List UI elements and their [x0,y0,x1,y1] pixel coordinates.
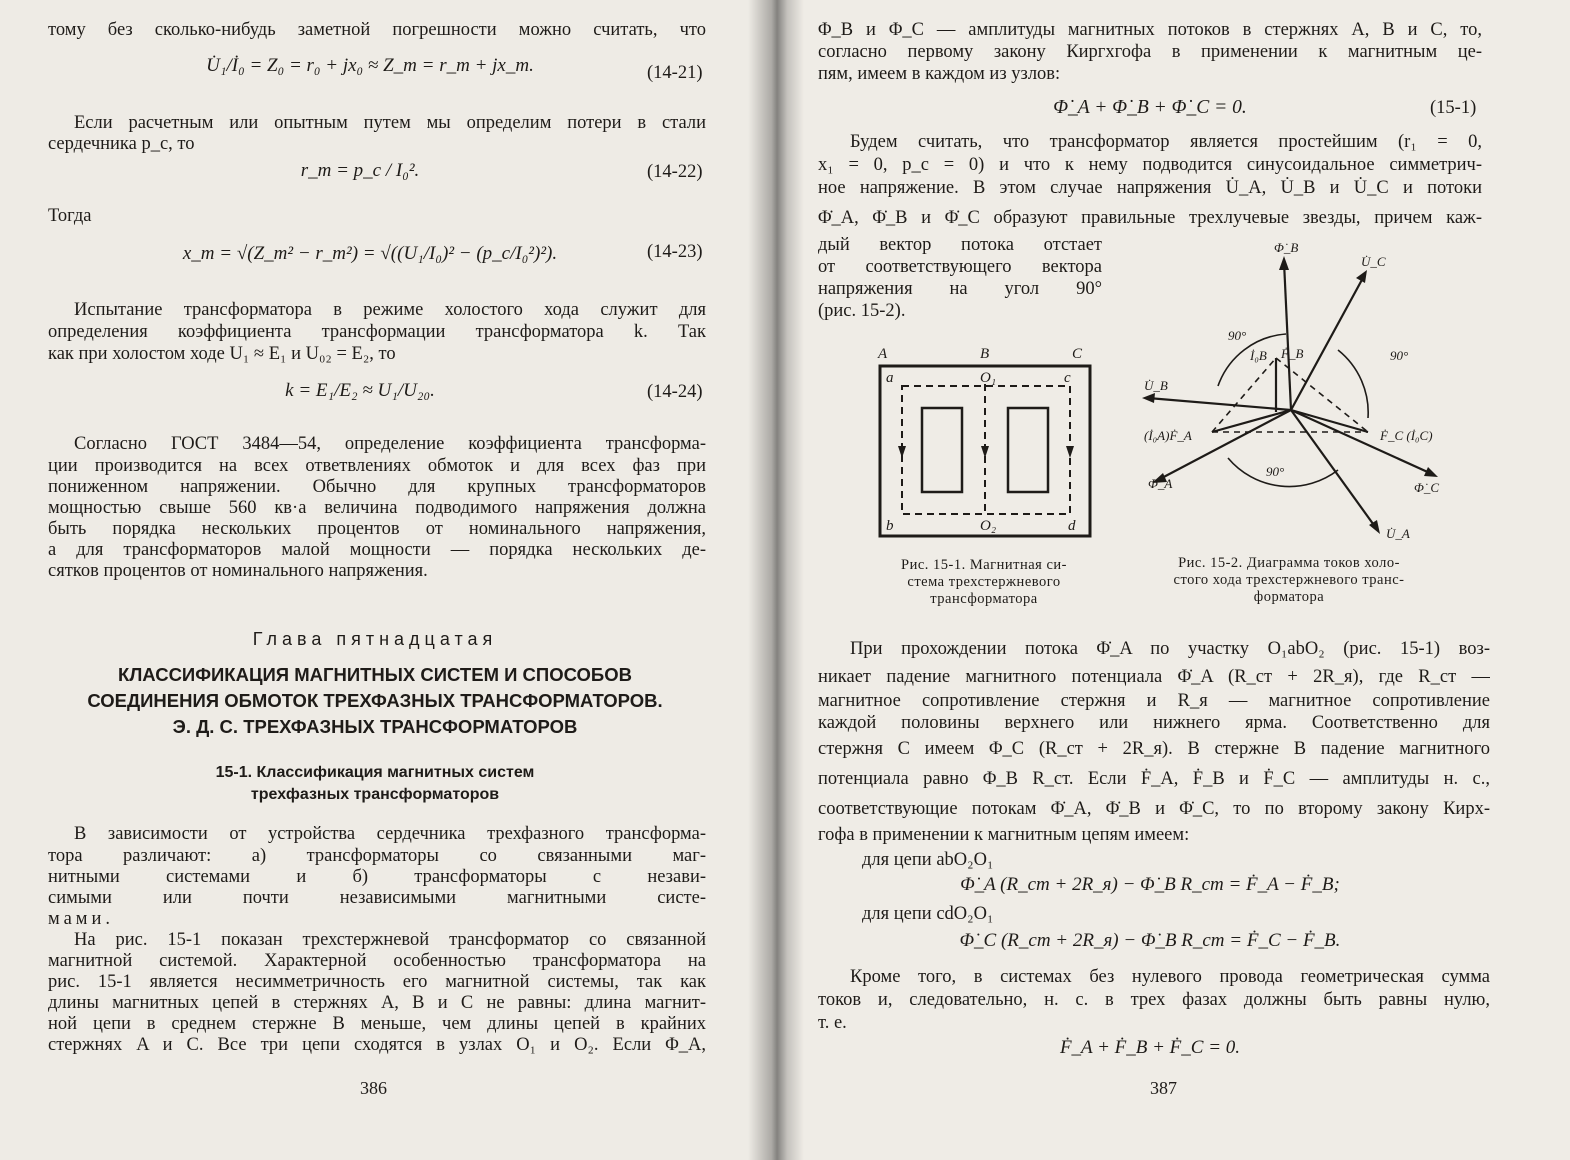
text-line: быть порядка нескольких процентов от номинального напряжения, [48,519,706,539]
right-page [770,0,1570,1160]
text-line: напряжения на угол 90° [818,279,1102,299]
phasor-u-b [1148,398,1291,410]
fig-label: U̇_C [1361,254,1386,269]
text-line: как при холостом ходе U₁ ≈ E₁ и U₀₂ = E₂, то [48,344,396,364]
arrow-head-icon [1356,270,1367,283]
figure-caption-line: Рис. 15-1. Магнитная си- [901,557,1067,573]
arrow-head-icon [1279,256,1289,270]
text-line: мощностью свыше 560 кв·а величина подводимого напряжения должна [48,498,706,518]
equation-sum-f: Ḟ_A + Ḟ_B + Ḟ_C = 0. [1059,1037,1241,1058]
text-line: каждой половины верхнего или нижнего ярма. Соответственно для [818,713,1490,733]
phasor-f-c [1291,410,1368,432]
equation-14-21: U̇₁/İ₀ = Z₀ = r₀ + jx₀ ≈ Z_m = r_m + jx_m. [206,55,534,76]
text-line: никает падение магнитного потенциала Φ̇_A (R_ст + 2R_я), где R_ст — [818,667,1490,687]
equation-number: (15-1) [1430,98,1477,118]
angle-arc-90-right [1338,350,1368,418]
figure-caption-line: Рис. 15-2. Диаграмма токов холо- [1178,555,1400,571]
dashed-construction [1212,358,1276,432]
fig-label: Φ̇_B [1274,242,1299,255]
chapter-title-line: Э. Д. С. ТРЕХФАЗНЫХ ТРАНСФОРМАТОРОВ [172,716,578,737]
text-line: стержнях A и C. Все три цепи сходятся в узлах O₁ и O₂. Если Φ_A, [48,1035,706,1055]
fig-label: Ḟ_C (İ₀C) [1380,428,1433,443]
text-line: Φ̇_A, Φ̇_B и Φ̇_C образуют правильные трехлучевые звезды, причем каж- [818,208,1482,228]
text-line: т. е. [818,1013,847,1033]
text-line: дый вектор потока отстает [818,235,1102,255]
text-line: При прохождении потока Φ̇_A по участку O₁abO₂ (рис. 15-1) воз- [850,639,1490,659]
fig-label: Φ̇_A [1148,476,1173,491]
figure-caption-line: стого хода трехстержневого транс- [1173,572,1405,588]
equation-14-22: r_m = p_c / I₀². [300,160,420,181]
equation-15-1: Φ̇_A + Φ̇_B + Φ̇_C = 0. [1053,97,1247,118]
text-line: потенциала равно Φ_B R_ст. Если Ḟ_A, Ḟ_B и Ḟ_C — амплитуды н. с., [818,769,1490,789]
text-line: x₁ = 0, p_c = 0) и что к нему подводится синусоидальное симметрич- [818,155,1482,175]
fig-label: (İ₀A)Ḟ_A [1144,428,1192,443]
text-line: ции производится на всех ответвлениях обмоток и для всех фаз при [48,456,706,476]
phasor-phi-b [1284,262,1291,410]
text-line: сятков процентов от номинального напряжения. [48,561,428,581]
text-line: Будем считать, что трансформатор является простейшим (r₁ = 0, [850,132,1482,152]
text-line: сердечника p_c, то [48,134,195,154]
text-line: тора различают: а) трансформаторы со связанными маг- [48,846,706,866]
page-number: 386 [360,1078,387,1098]
fig-label: A [878,346,888,362]
figure-15-2-phasor-diagram [1136,242,1456,542]
text-line: нитными системами и б) трансформаторы с незави- [48,867,706,887]
text-line: определения коэффициента трансформации трансформатора k. Так [48,322,706,342]
section-title-line: 15-1. Классификация магнитных систем [215,764,535,781]
fig-label: İ₀B [1250,348,1267,363]
equation-number: (14-23) [647,242,703,262]
figure-caption-line: трансформатора [930,591,1038,607]
text-line: Если расчетным или опытным путем мы определим потери в стали [74,113,706,133]
text-line: магнитной системой. Характерной особенностью трансформатора на [48,951,706,971]
core-window-left [922,408,962,492]
equation-14-24: k = E₁/E₂ ≈ U₁/U₂₀. [285,380,435,401]
text-line: соответствующие потокам Φ̇_A, Φ̇_B и Φ̇_C, то по второму закону Кирх- [818,799,1490,819]
text-line: рис. 15-1 является несимметричность его магнитной системы, так как [48,972,706,992]
text-line: Тогда [48,206,92,226]
text-line: длины магнитных цепей в стержнях A, B и C не равны: длина магнит- [48,993,706,1013]
figure-caption-line: стема трехстержневого [907,574,1061,590]
section-title-line: трехфазных трансформаторов [250,786,500,803]
fig-label: 90° [1390,348,1409,363]
fig-label: U̇_A [1386,526,1410,541]
phasor-u-c [1291,276,1364,410]
fig-label: c [1064,370,1071,386]
arrow-down-icon [898,446,906,458]
text-line: Кроме того, в системах без нулевого провода геометрическая сумма [850,967,1490,987]
text-line: ной цепи в среднем стержне B меньше, чем длины цепей в крайних [48,1014,706,1034]
fig-label: O₂ [980,518,997,534]
fig-label: O₁ [980,370,997,386]
equation-circuit-1: Φ̇_A (R_ст + 2R_я) − Φ̇_B R_ст = Ḟ_A − Ḟ_B; [960,874,1340,895]
core-window-right [1008,408,1048,492]
fig-label: C [1072,346,1083,362]
fig-label: Φ̇_C [1414,480,1440,495]
fig-label: U̇_B [1144,378,1168,393]
equation-number: (14-22) [647,162,703,182]
text-line: а для трансформаторов малой мощности — порядка нескольких де- [48,540,706,560]
text-line: В зависимости от устройства сердечника трехфазного трансформа- [74,824,706,844]
text-line: На рис. 15-1 показан трехстержневой трансформатор со связанной [74,930,706,950]
left-page [0,0,770,1160]
book-gutter-shadow [748,0,804,1160]
fig-label: b [886,518,894,534]
text-line: симыми или почти независимыми магнитными систе- [48,888,706,908]
fig-label: 90° [1228,328,1247,343]
equation-number: (14-21) [647,63,703,83]
chapter-title-line: СОЕДИНЕНИЯ ОБМОТОК ТРЕХФАЗНЫХ ТРАНСФОРМАТОРОВ. [87,690,663,711]
text-line: для цепи cdO₂O₁ [862,904,994,924]
figure-15-1-magnetic-system [866,338,1106,548]
chapter-title-line: КЛАССИФИКАЦИЯ МАГНИТНЫХ СИСТЕМ И СПОСОБОВ [118,664,632,685]
page-number: 387 [1150,1078,1177,1098]
arrow-down-icon [981,446,989,458]
figure-caption-line: форматора [1253,589,1325,605]
fig-label: B [980,346,990,362]
text-line: мами. [48,909,115,929]
phasor-f-a [1212,410,1291,432]
text-line: пониженном напряжении. Обычно для крупных трансформаторов [48,477,706,497]
equation-number: (14-24) [647,382,703,402]
fig-label: 90° [1266,464,1285,479]
text-line: Φ_B и Φ_C — амплитуды магнитных потоков в стержнях A, B и C, то, [818,20,1482,40]
equation-circuit-2: Φ̇_C (R_ст + 2R_я) − Φ̇_B R_ст = Ḟ_C − Ḟ_B. [959,930,1341,951]
arrow-head-icon [1424,467,1438,477]
text-line: (рис. 15-2). [818,301,906,321]
equation-14-23: x_m = √(Z_m² − r_m²) = √((U₁/I₀)² − (p_c/I₀²)²). [182,243,558,264]
text-line: Испытание трансформатора в режиме холостого хода служит для [74,300,706,320]
text-line: магнитное сопротивление стержня и R_я — магнитное сопротивление [818,691,1490,711]
fig-label: d [1068,518,1076,534]
chapter-label: Глава пятнадцатая [252,629,498,649]
arrow-head-icon [1142,393,1155,403]
text-line: гофа в применении к магнитным цепям имеем: [818,825,1190,845]
text-line: для цепи abO₂O₁ [862,850,994,870]
text-line: токов и, следовательно, н. с. в трех фазах должны быть равны нулю, [818,990,1490,1010]
text-line: стержня C имеем Φ_C (R_ст + 2R_я). В стержне B падение магнитного [818,739,1490,759]
text-line: пям, имеем в каждом из узлов: [818,64,1061,84]
text-line: Согласно ГОСТ 3484—54, определение коэффициента трансформа- [74,434,706,454]
text-line: от соответствующего вектора [818,257,1102,277]
fig-label: a [886,370,894,386]
text-line: согласно первому закону Киргхгофа в применении к магнитным це- [818,42,1482,62]
arrow-down-icon [1066,446,1074,458]
text-line: ное напряжение. В этом случае напряжения U̇_A, U̇_B и U̇_C и потоки [818,178,1482,198]
text-line: тому без сколько-нибудь заметной погрешности можно считать, что [48,20,706,40]
fig-label: Ḟ_B [1281,346,1304,361]
